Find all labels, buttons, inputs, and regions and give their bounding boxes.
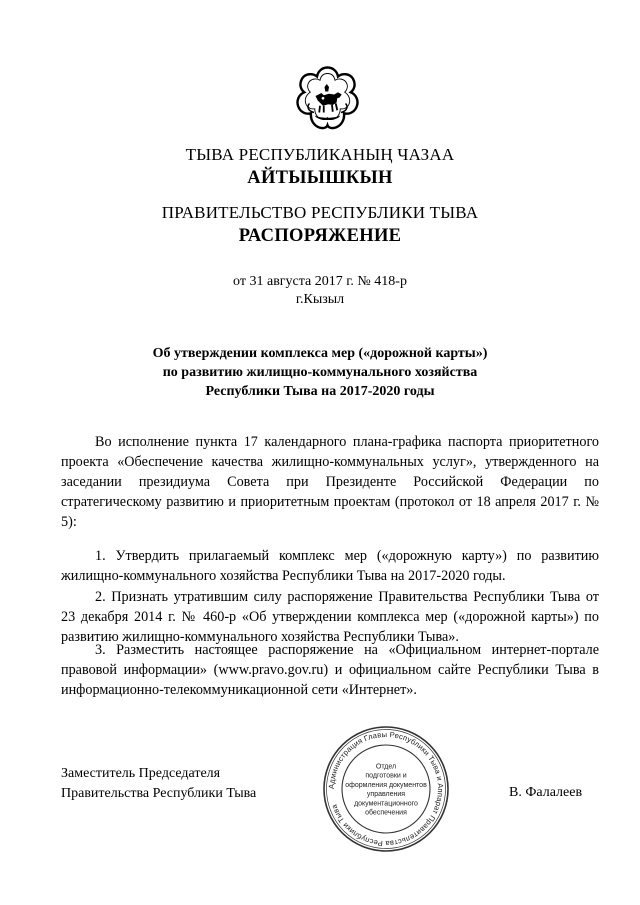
item-1-paragraph: 1. Утвердить прилагаемый комплекс мер («дорожную карту») по развитию жилищно-коммунального хозяйства Республики Тыва на 2017-2020 годы. xyxy=(61,548,599,584)
svg-text:подготовки и: подготовки и xyxy=(365,772,407,780)
header-order-russian: РАСПОРЯЖЕНИЕ xyxy=(238,226,402,246)
svg-text:Отдел: Отдел xyxy=(375,763,397,771)
document-date-number: от 31 августа 2017 г. № 418-р xyxy=(233,274,407,289)
signatory-position xyxy=(61,764,256,804)
coat-of-arms-emblem xyxy=(290,63,365,138)
signatory-position-line-1: Заместитель Председателя xyxy=(61,766,221,781)
item-3-paragraph: 3. Разместить настоящее распоряжение на «Официальном интернет-портале правовой информации» (www.pravo.gov.ru) и официальном сайте Республики Тыва в информационно-телекоммуникационной сети «Интернет». xyxy=(61,642,599,698)
document-city: г.Кызыл xyxy=(295,292,345,307)
official-seal-stamp xyxy=(321,724,451,854)
header-order-tyvan: АЙТЫЫШКЫН xyxy=(247,168,393,188)
document-title xyxy=(0,344,640,401)
svg-text:оформления документов: оформления документов xyxy=(345,781,427,789)
signatory-name: В. Фалалеев xyxy=(509,785,583,800)
title-line-1: Об утверждении комплекса мер («дорожной карты») xyxy=(152,346,488,361)
title-line-3: Республики Тыва на 2017-2020 годы xyxy=(205,384,435,399)
header-government-russian: ПРАВИТЕЛЬСТВО РЕСПУБЛИКИ ТЫВА xyxy=(161,203,479,222)
svg-text:документационного: документационного xyxy=(354,800,418,808)
header-government-tyvan: ТЫВА РЕСПУБЛИКАНЫҢ ЧАЗАА xyxy=(185,145,455,164)
svg-text:обеспечения: обеспечения xyxy=(365,809,407,817)
title-line-2: по развитию жилищно-коммунального хозяйства xyxy=(162,365,478,380)
signatory-position-line-2: Правительства Республики Тыва xyxy=(61,786,257,801)
svg-text:управления: управления xyxy=(366,791,406,799)
svg-text:Администрация Главы Республики: Администрация Главы Республики Тыва и Аппарат Правительства Республики Тыва xyxy=(326,729,446,849)
preamble-paragraph: Во исполнение пункта 17 календарного плана-графика паспорта приоритетного проекта «Обеспечение качества жилищно-коммунальных услуг», утвержденного на заседании президиума Совета при Президенте Российской Федерации по стратегическому развитию и приоритетным проектам (протокол от 18 апреля 2017 г. № 5): xyxy=(61,434,599,530)
item-2-paragraph: 2. Признать утратившим силу распоряжение Правительства Республики Тыва от 23 декабря 2014 г. № 460-р «Об утверждении комплекса мер («дорожной карты») по развитию жилищно-коммунального хозяйства Республики Тыва». xyxy=(61,589,599,645)
